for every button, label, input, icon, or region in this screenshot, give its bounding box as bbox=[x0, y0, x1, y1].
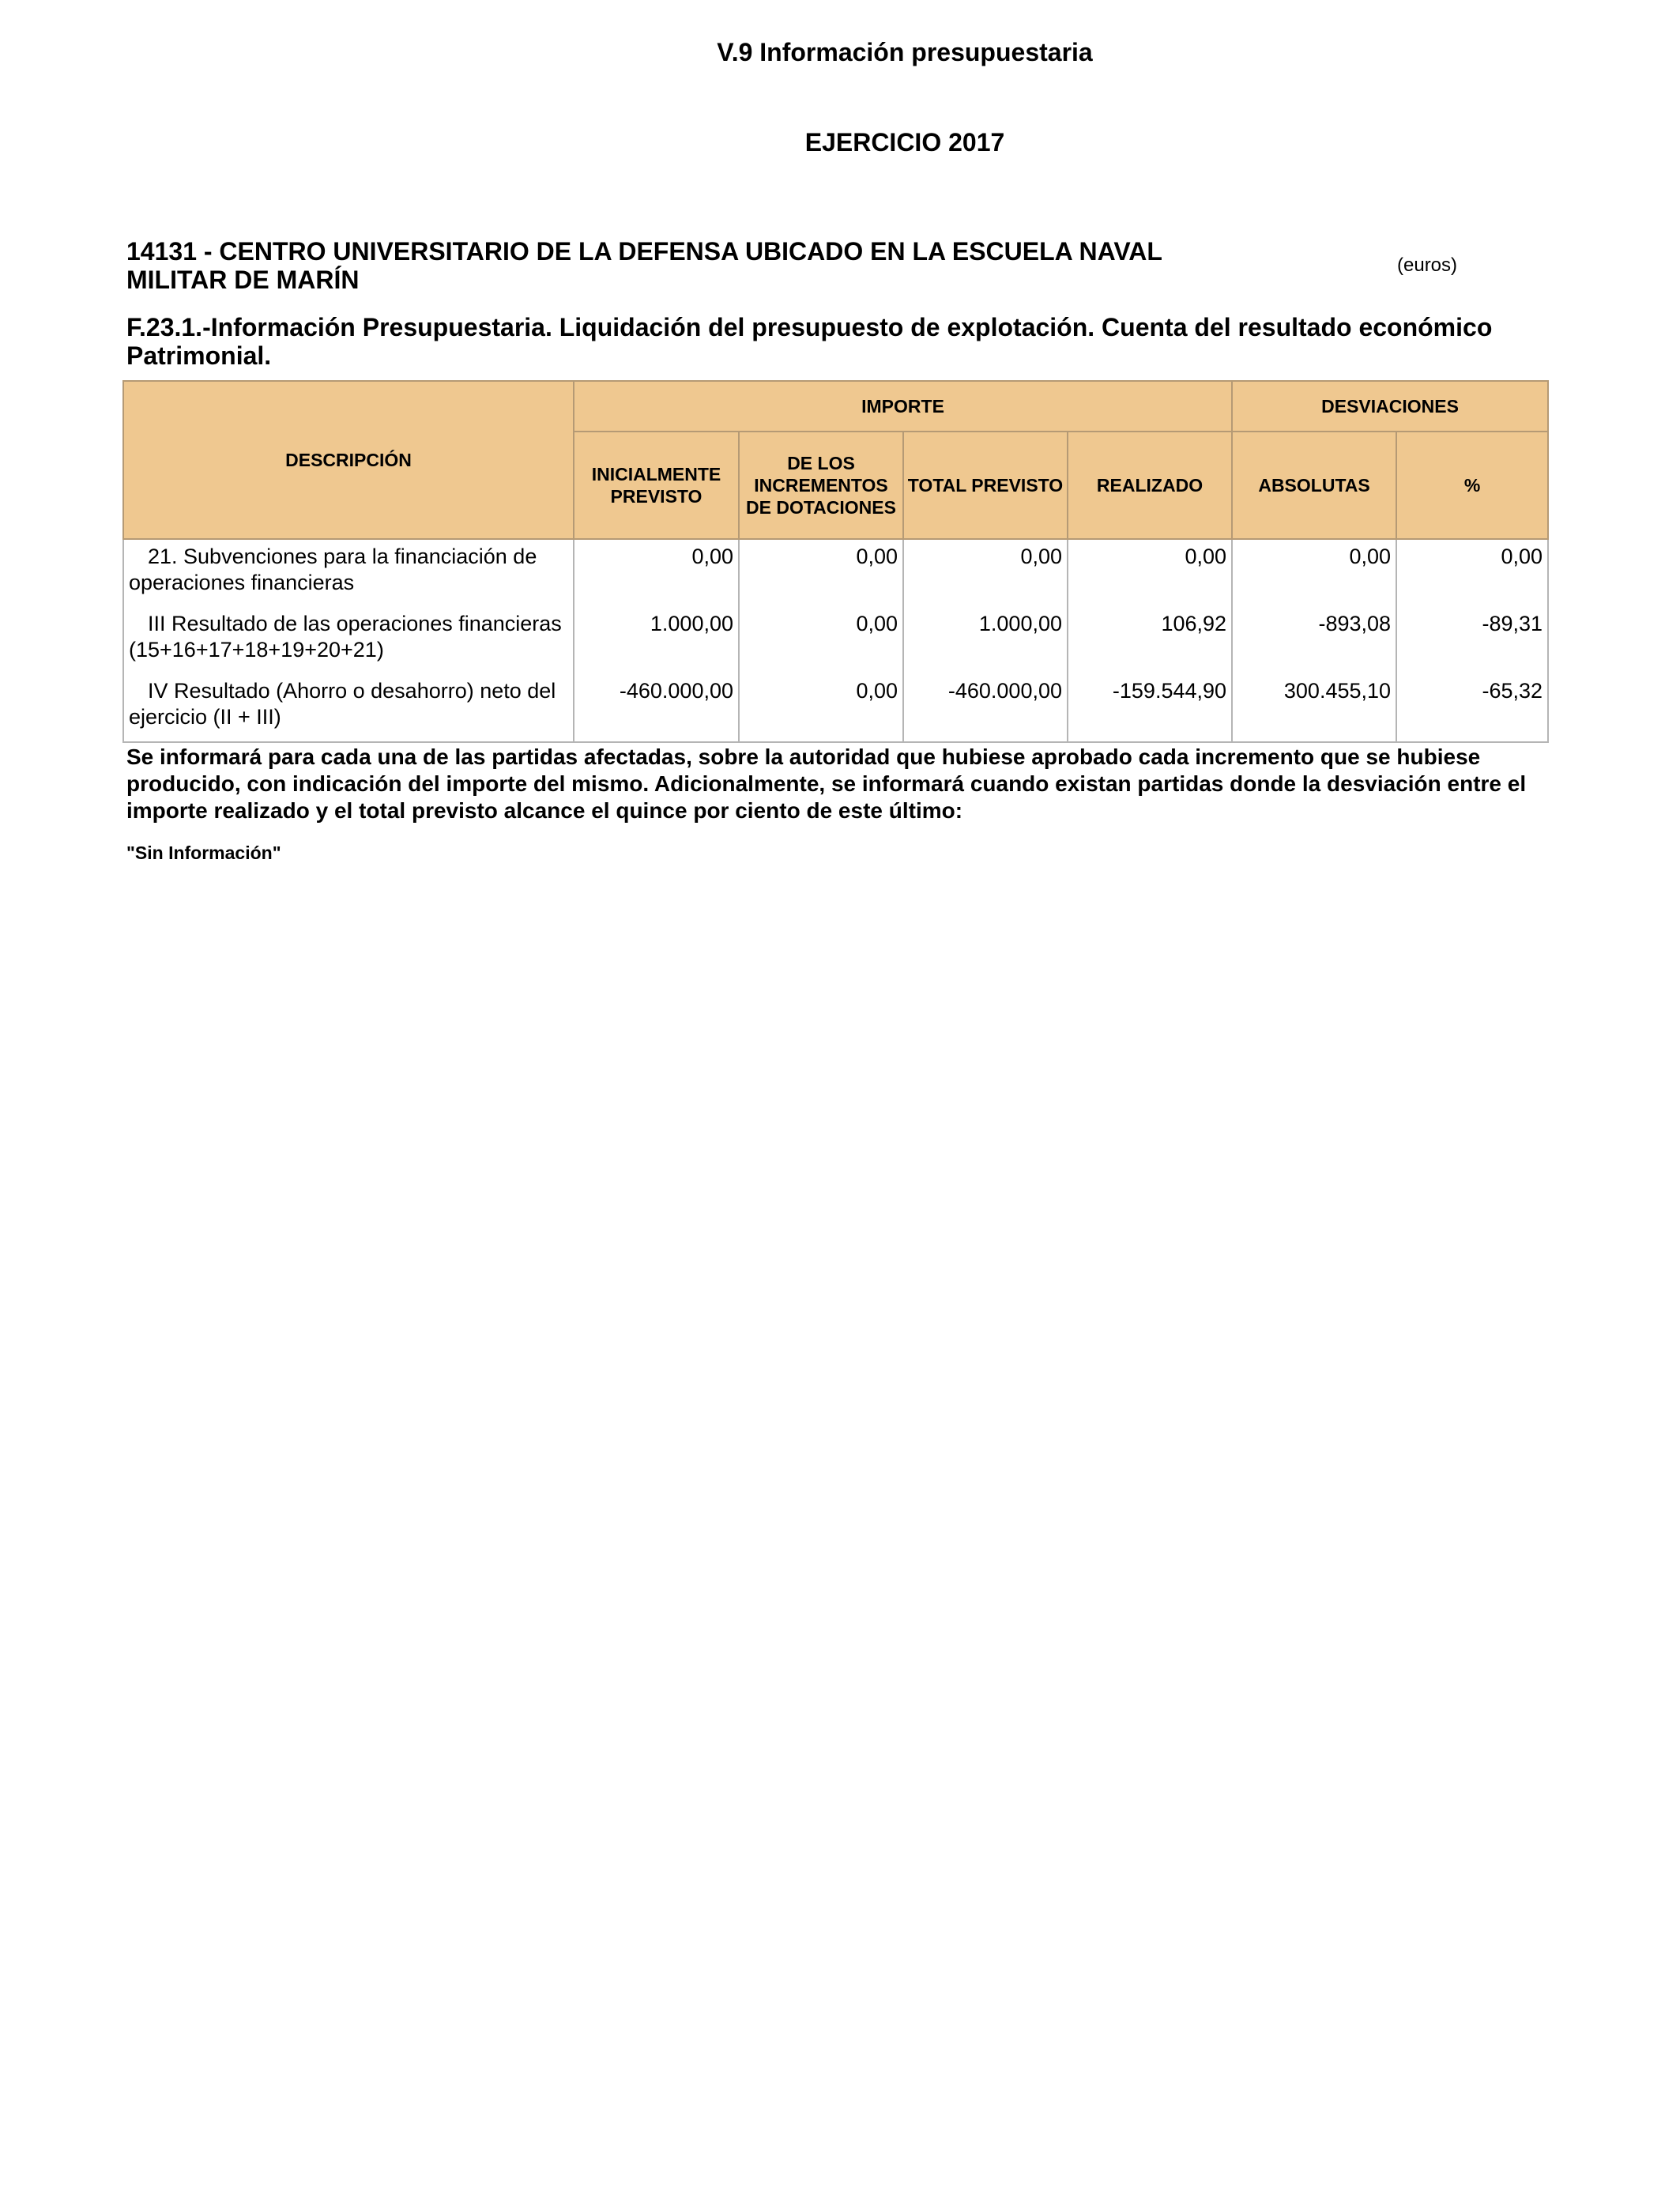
row-inicialmente-previsto: 1.000,00 bbox=[574, 607, 739, 674]
row-incrementos: 0,00 bbox=[739, 607, 903, 674]
entity-name bbox=[126, 237, 1256, 294]
row-incrementos: 0,00 bbox=[739, 674, 903, 742]
row-realizado: 106,92 bbox=[1068, 607, 1232, 674]
header-descripcion: DESCRIPCIÓN bbox=[123, 381, 574, 539]
row-realizado: -159.544,90 bbox=[1068, 674, 1232, 742]
row-absolutas: 0,00 bbox=[1232, 539, 1396, 607]
entity-name-line-2: MILITAR DE MARÍN bbox=[126, 266, 360, 294]
no-info-text: "Sin Información" bbox=[126, 843, 281, 863]
table-row bbox=[123, 674, 1548, 742]
entity-name-line-1: 14131 - CENTRO UNIVERSITARIO DE LA DEFENSA UBICADO EN LA ESCUELA NAVAL bbox=[126, 237, 1162, 266]
row-absolutas: 300.455,10 bbox=[1232, 674, 1396, 742]
row-absolutas: -893,08 bbox=[1232, 607, 1396, 674]
header-porcentaje: % bbox=[1396, 432, 1548, 539]
row-description: III Resultado de las operaciones financieras (15+16+17+18+19+20+21) bbox=[123, 607, 574, 674]
table-row bbox=[123, 607, 1548, 674]
row-description: 21. Subvenciones para la financiación de operaciones financieras bbox=[123, 539, 574, 607]
units-label: (euros) bbox=[1397, 254, 1458, 276]
report-title-line-1: F.23.1.-Información Presupuestaria. Liquidación del presupuesto de explotación. Cuenta del resultado económico bbox=[126, 313, 1493, 341]
header-importe: IMPORTE bbox=[574, 381, 1232, 432]
header-total-previsto: TOTAL PREVISTO bbox=[903, 432, 1068, 539]
row-inicialmente-previsto: 0,00 bbox=[574, 539, 739, 607]
row-inicialmente-previsto: -460.000,00 bbox=[574, 674, 739, 742]
row-realizado: 0,00 bbox=[1068, 539, 1232, 607]
report-title bbox=[126, 313, 1565, 370]
row-incrementos: 0,00 bbox=[739, 539, 903, 607]
row-porcentaje: 0,00 bbox=[1396, 539, 1548, 607]
header-row-groups bbox=[123, 381, 1548, 432]
row-porcentaje: -65,32 bbox=[1396, 674, 1548, 742]
report-title-line-2: Patrimonial. bbox=[126, 341, 272, 370]
exercise-year: EJERCICIO 2017 bbox=[804, 128, 1005, 156]
row-total-previsto: 0,00 bbox=[903, 539, 1068, 607]
row-porcentaje: -89,31 bbox=[1396, 607, 1548, 674]
budget-table bbox=[122, 380, 1549, 743]
header-realizado: REALIZADO bbox=[1068, 432, 1232, 539]
section-title: V.9 Información presupuestaria bbox=[717, 38, 1093, 66]
table-row bbox=[123, 539, 1548, 607]
row-total-previsto: 1.000,00 bbox=[903, 607, 1068, 674]
header-absolutas: ABSOLUTAS bbox=[1232, 432, 1396, 539]
deviation-note: Se informará para cada una de las partidas afectadas, sobre la autoridad que hubiese aprobado cada incremento que se hubiese producido, con indicación del importe del mismo. Adicionalmente, se informará cuando existan partidas donde la desviación entre el importe realizado y el total previsto alcance el quince por ciento de este último: bbox=[126, 745, 1527, 823]
header-incrementos: DE LOS INCREMENTOS DE DOTACIONES bbox=[739, 432, 903, 539]
header-inicialmente-previsto: INICIALMENTE PREVISTO bbox=[574, 432, 739, 539]
header-desviaciones: DESVIACIONES bbox=[1232, 381, 1548, 432]
row-total-previsto: -460.000,00 bbox=[903, 674, 1068, 742]
row-description: IV Resultado (Ahorro o desahorro) neto del ejercicio (II + III) bbox=[123, 674, 574, 742]
